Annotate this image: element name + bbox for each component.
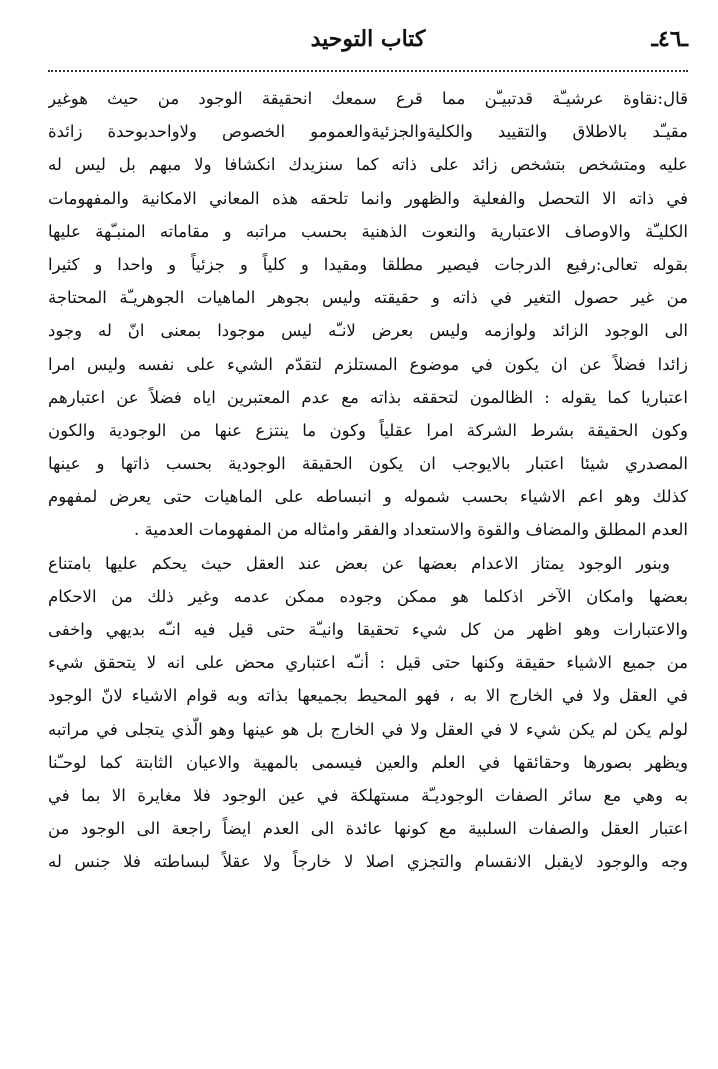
text-line: وجه والوجود لايقبل الانقسام والتجزي اصلا لا خارجاً ولا عقلاً لبساطته فلا جنس له (48, 852, 688, 872)
text-line: في ذاته الا التحصل والفعلية والظهور وانما تلحقه هذه المعاني الامكانية والمفهومات (48, 188, 688, 208)
text-line: وبنور الوجود يمتاز الاعدام بعضها عن بعض عند العقل حيث يحكم عليها بامتناع (48, 553, 670, 573)
text-line: وكون الحقيقة بشرط الشركة امرا عقلياً وكون ما ينتزع عنها من الوجودية والكون (48, 420, 688, 440)
text-line: العدم المطلق والمضاف والقوة والاستعداد والفقر وامثاله من المفهومات العدمية . (134, 520, 688, 540)
text-line: في العقل ولا في الخارج الا به ، فهو المحيط بجميعها بذاته وبه قوام الاشياء لانّ الوجود (48, 686, 688, 706)
text-line: الى الوجود الزائد ولوازمه وليس بعرض لانـّه ليس موجودا بمعنى انّ له وجود (48, 321, 688, 341)
text-line: من جميع الاشياء حقيقة وكنها حتى قيل : أنـّه اعتباري محض على انه لا يتحقق شيء (48, 653, 688, 673)
text-line: والاعتبارات وهو اظهر من كل شيء تحقيقا وانيـّة حتى قيل فيه انـّه بديهي واخفى (48, 620, 688, 639)
running-title: كتاب التوحيد (310, 26, 426, 52)
text-line: به وهي مع سائر الصفات الوجوديـّة مستهلكة في عين الوجود فلا مغايرة الا بما في (48, 785, 688, 805)
text-line: المصدري شيئا اعتبار بالايوجب ان يكون الحقيقة الوجودية بحسب ذاتها و عينها (48, 454, 688, 474)
text-line: كذلك وهو اعم الاشياء بحسب شموله و انبساطه على الماهيات حتى يعرض لمفهوم (48, 487, 688, 507)
page-header (48, 20, 688, 70)
text-line: بقوله تعالى:رفيع الدرجات فيصير مطلقا ومقيدا و كلياً و جزئياً و واحدا و كثيرا (48, 254, 688, 274)
text-line: عليه ومتشخص بتشخص زائد على ذاته كما سنزيدك انكشافا ولا مبهم بل ليس له (48, 155, 688, 175)
text-line: من غير حصول التغير في ذاته و حقيقته وليس بجوهر الماهيات الجوهريـّة المحتاجة (48, 288, 688, 308)
text-line: لولم يكن لم يكن شيء لا في العقل ولا في الخارج بل هو عينها وهو الّذي يتجلى في مراتبه (48, 719, 688, 739)
text-line: مقيـّد بالاطلاق والتقييد والكليةوالجزئيةوالعمومو الخصوص ولاواحدبوحدة زائدة (48, 122, 688, 142)
text-line: ويظهر بصورها وحقائقها في العلم والعين فيسمى بالمهية والاعيان الثابتة كما لوحـّنا (48, 752, 688, 772)
text-line: بعضها وامكان الآخر اذكلما هو ممكن وجوده ممكن عدمه وغير ذلك من الاحكام (48, 586, 688, 606)
text-line: اعتبار العقل والصفات السلبية مع كونها عائدة الى العدم ايضاً راجعة الى الوجود من (48, 819, 688, 839)
header-divider (48, 70, 688, 72)
body-text (48, 82, 688, 879)
text-line: زائدا فضلاً عن ان يكون في موضوع المستلزم لتقدّم الشيء على نفسه وليس امرا (48, 354, 688, 374)
text-line: قال:نقاوة عرشيـّة قدتبيـّن مما قرع سمعك انحقيقة الوجود من حيث هوغير (48, 89, 688, 108)
text-line: الكليـّة والاوصاف الاعتبارية والنعوت الذهنية بحسب مراتبه و مقاماته المنبـّهة عليها (48, 221, 688, 241)
page-number: ـ٤٦ـ (651, 26, 688, 52)
text-line: اعتباريا كما يقوله : الظالمون لتحققه بذاته مع عدم المعتبرين اياه فضلاً عن اعتبارهم (48, 387, 688, 407)
